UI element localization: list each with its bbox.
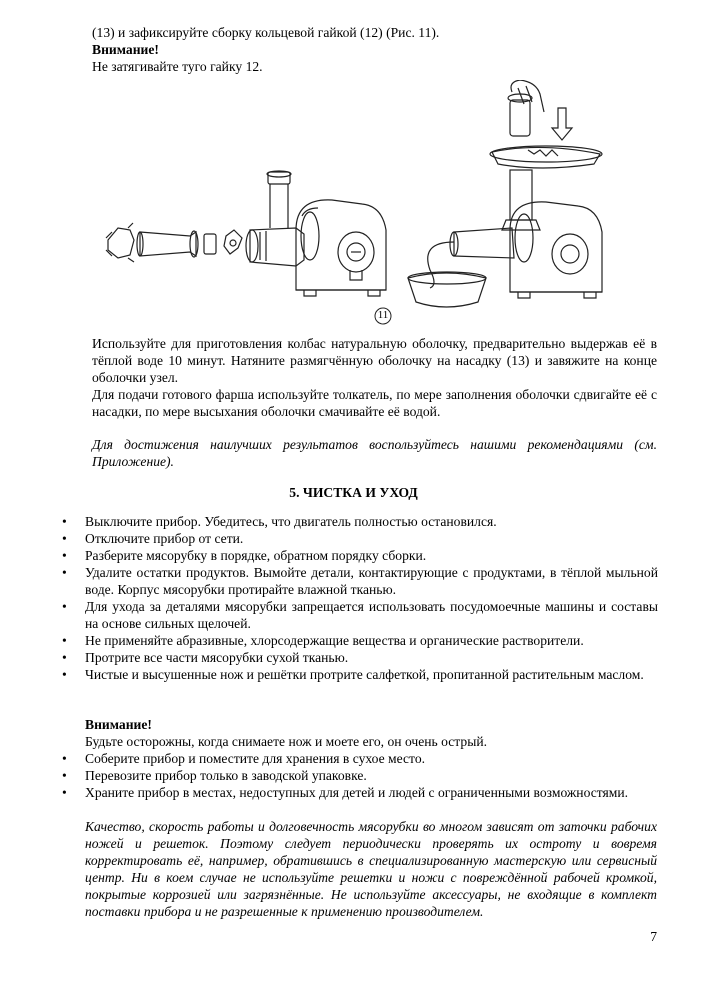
bullet-icon: •	[62, 531, 67, 546]
bullet-icon: •	[62, 548, 67, 563]
bullet-icon: •	[62, 599, 67, 614]
list-item: • Чистые и высушенные нож и решётки протрите салфеткой, пропитанной растительным маслом.	[62, 667, 644, 682]
usage-paragraph-2: Для подачи готового фарша используйте толкатель, по мере заполнения оболочки сдвигайте её с насадки, по мере высыхания оболочки смачивайте её водой.	[92, 387, 657, 419]
motor-unit-right	[408, 80, 602, 307]
bullet-icon: •	[62, 751, 67, 766]
bullet-icon: •	[62, 565, 67, 580]
figure-label: 11	[377, 309, 389, 321]
assembly-illustration	[100, 80, 620, 330]
bullet-icon: •	[62, 650, 67, 665]
list-item: • Для ухода за деталями мясорубки запрещается использовать посудомоечные машины и составы на основе сильных щелочей.	[62, 599, 658, 631]
bullet-icon: •	[62, 785, 67, 800]
list-item: • Протрите все части мясорубки сухой тканью.	[62, 650, 349, 665]
list-item: • Разберите мясорубку в порядке, обратном порядку сборки.	[62, 548, 427, 563]
recommendation-note: Для достижения наилучших результатов воспользуйтесь нашими рекомендациями (см. Приложение).	[92, 437, 657, 469]
list-item: • Соберите прибор и поместите для хранения в сухое место.	[62, 751, 426, 766]
intro-line: (13) и зафиксируйте сборку кольцевой гайкой (12) (Рис. 11).	[92, 25, 440, 40]
list-item: • Не применяйте абразивные, хлорсодержащие вещества и органические растворители.	[62, 633, 584, 648]
list-item: • Храните прибор в местах, недоступных для детей и людей с ограниченными возможностями.	[62, 785, 629, 800]
list-item: • Удалите остатки продуктов. Вымойте детали, контактирующие с продуктами, в тёплой мыльной воде. Корпус мясорубки протирайте влажной тканью.	[62, 565, 658, 597]
bullet-icon: •	[62, 514, 67, 529]
list-item: • Перевозите прибор только в заводской упаковке.	[62, 768, 367, 783]
exploded-assembly	[106, 171, 304, 266]
bullet-icon: •	[62, 768, 67, 783]
bullet-icon: •	[62, 633, 67, 648]
warning-label-top: Внимание!	[92, 42, 159, 57]
storage-list	[62, 750, 658, 801]
list-item: • Отключите прибор от сети.	[62, 531, 244, 546]
bullet-icon: •	[62, 667, 67, 682]
usage-paragraph-1: Используйте для приготовления колбас натуральную оболочку, предварительно выдержав её в тёплой воде 10 минут. Натяните размягчённую оболочку на насадку (13) и завяжите на конце оболочки узел.	[92, 336, 657, 385]
list-item: • Выключите прибор. Убедитесь, что двигатель полностью остановился.	[62, 514, 497, 529]
warning-text: Будьте осторожны, когда снимаете нож и моете его, он очень острый.	[85, 734, 488, 749]
warning-label: Внимание!	[85, 717, 152, 732]
cleaning-list	[62, 513, 658, 683]
section-title: 5. ЧИСТКА И УХОД	[289, 485, 418, 500]
warning-text-top: Не затягивайте туго гайку 12.	[92, 59, 263, 74]
maintenance-note: Качество, скорость работы и долговечность мясорубки во многом зависят от заточки рабочих ножей и решеток. Поэтому следует периодически проверять их остроту и вовремя корректировать её, например, обратившись в специализированную мастерскую или сервисный центр. Ни в коем случае не используйте решетки и ножи с повреждённой рабочей кромкой, покрытые коррозией или загрязнённые. Не используйте аксессуары, не входящие в комплект поставки прибора и не разрешенные к применению производителем.	[85, 819, 657, 919]
page-number: 7	[650, 929, 657, 944]
motor-unit-left	[296, 200, 386, 296]
